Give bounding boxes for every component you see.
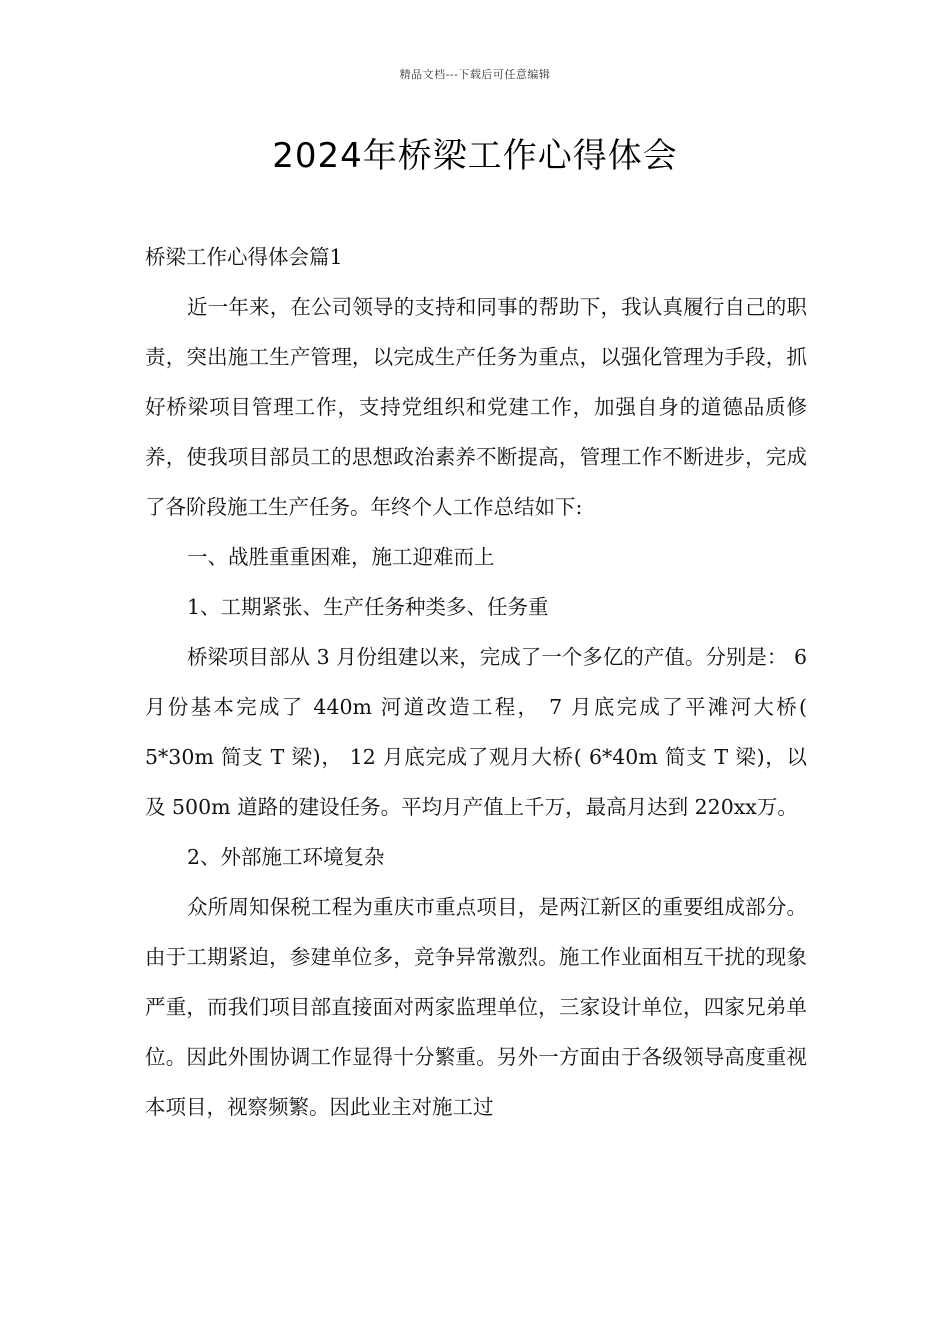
heading-level-1: 一、战胜重重困难，施工迎难而上: [187, 545, 495, 569]
header-note: 精品文档---下载后可任意编辑: [399, 68, 551, 81]
document-body: [145, 232, 807, 1132]
document-title: 2024年桥梁工作心得体会: [272, 136, 678, 176]
paragraph-intro: 近一年来，在公司领导的支持和同事的帮助下，我认真履行自己的职责，突出施工生产管理，以完成生产任务为重点，以强化管理为手段，抓好桥梁项目管理工作，支持党组织和党建工作，加强自身的道德品质修养，使我项目部员工的思想政治素养不断提高，管理工作不断进步，完成了各阶段施工生产任务。年终个人工作总结如下:: [145, 295, 807, 519]
paragraph-output: 桥梁项目部从 3 月份组建以来，完成了一个多亿的产值。分别是： 6 月份基本完成了 440m 河道改造工程， 7 月底完成了平滩河大桥( 5*30m 简支 T 梁)， 12 月底完成了观月大桥( 6*40m 简支 T 梁)，以及 500m 道路的建设任务。平均月产值上千万，最高月达到 220xx万。: [145, 645, 807, 819]
subheading-2: 2、外部施工环境复杂: [187, 845, 385, 869]
subheading-1: 1、工期紧张、生产任务种类多、任务重: [187, 595, 549, 619]
paragraph-environment: 众所周知保税工程为重庆市重点项目，是两江新区的重要组成部分。由于工期紧迫，参建单位多，竞争异常激烈。施工作业面相互干扰的现象严重，而我们项目部直接面对两家监理单位，三家设计单位，四家兄弟单位。因此外围协调工作显得十分繁重。另外一方面由于各级领导高度重视本项目，视察频繁。因此业主对施工过: [145, 895, 807, 1119]
section-title: 桥梁工作心得体会篇1: [145, 245, 343, 269]
